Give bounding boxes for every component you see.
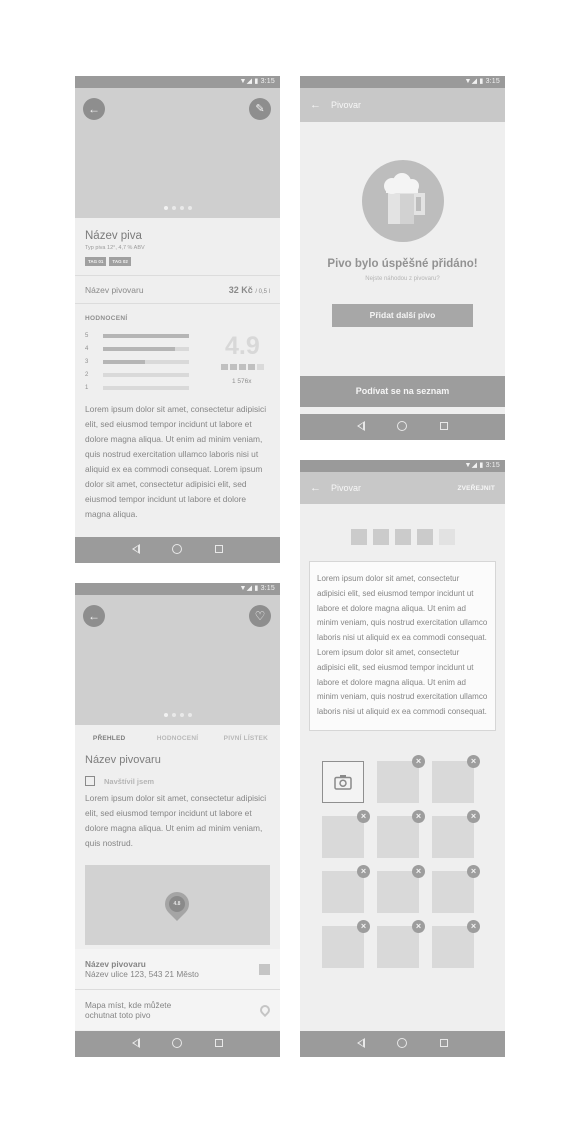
score-square — [239, 364, 246, 370]
brewery-map[interactable] — [85, 865, 270, 945]
tasting-map-line2: ochutnat toto pivo — [85, 1010, 151, 1020]
rating-bar-row — [85, 371, 200, 379]
beer-added-screen — [300, 76, 505, 440]
beer-name: Název piva — [85, 230, 142, 242]
price-value: 32 Kč — [228, 284, 253, 295]
tag[interactable]: TAG 01 — [85, 257, 106, 266]
rating-square[interactable] — [351, 529, 367, 545]
score-square — [221, 364, 228, 370]
rating-selector[interactable] — [300, 529, 505, 545]
photo-thumbnail[interactable] — [432, 755, 477, 803]
score-square — [248, 364, 255, 370]
status-clock: 3:15 — [485, 78, 500, 85]
rating-star-label: 3 — [85, 359, 89, 365]
rating-star-label: 1 — [85, 385, 89, 391]
remove-photo-icon[interactable]: × — [467, 755, 480, 768]
photo-thumbnail[interactable] — [432, 810, 477, 858]
view-list-button[interactable]: Podívat se na seznam — [300, 376, 505, 407]
rating-bar-row — [85, 358, 200, 366]
remove-photo-icon[interactable]: × — [467, 810, 480, 823]
rating-bar — [103, 334, 189, 338]
app-bar-title: Pivovar — [331, 100, 362, 110]
rating-bar — [103, 360, 189, 364]
add-another-beer-button[interactable]: Přidat další pivo — [332, 304, 473, 327]
rating-bar-fill — [103, 360, 145, 364]
rating-bar — [103, 347, 189, 351]
add-photo-button[interactable] — [322, 761, 364, 803]
system-nav-bar — [300, 1031, 505, 1057]
tab-overview[interactable]: PŘEHLED — [92, 734, 126, 742]
beer-mug-icon — [362, 160, 444, 242]
app-bar — [300, 472, 505, 504]
photo-thumbnail[interactable] — [322, 920, 367, 968]
nav-recents-icon[interactable] — [212, 1038, 226, 1050]
brewery-name[interactable]: Název pivovaru — [85, 284, 144, 295]
back-arrow-icon[interactable]: ← — [310, 99, 321, 111]
system-nav-bar — [75, 537, 280, 563]
rating-bar-row — [85, 332, 200, 340]
rating-bar-fill — [103, 347, 175, 351]
tag-list — [75, 251, 280, 275]
status-bar — [300, 76, 505, 88]
success-message: Pivo bylo úspěšné přidáno! — [327, 258, 478, 270]
visited-checkbox[interactable] — [85, 776, 95, 786]
nav-back-icon[interactable] — [354, 421, 368, 434]
beer-photo-carousel[interactable] — [75, 88, 280, 218]
photo-thumbnail[interactable] — [377, 810, 422, 858]
tag[interactable]: TAG 02 — [109, 257, 130, 266]
photo-thumbnail[interactable] — [377, 865, 422, 913]
rating-bar-row — [85, 384, 200, 392]
rating-square[interactable] — [373, 529, 389, 545]
visited-checkbox-row[interactable] — [75, 766, 280, 786]
rating-star-label: 2 — [85, 372, 89, 378]
tab-ratings[interactable]: HODNOCENÍ — [156, 734, 199, 742]
photo-grid — [300, 755, 505, 971]
tab-bar — [75, 725, 280, 751]
beer-description: Lorem ipsum dolor sit amet, consectetur adipisici elit, sed eiusmod tempor incidunt ut labore et dolore magna aliqua. Ut enim ad minim veniam, quis nostrud exercitation ullamco laboris nisi ut aliquid ex ea commodi consequat. Lorem ipsum dolor sit amet, consectetur adipisici elit, sed eiusmod tempor incidunt ut labore et dolore magna aliqua. — [85, 404, 267, 519]
review-screen — [300, 460, 505, 1057]
address-line: Název ulice 123, 543 21 Město — [85, 969, 199, 979]
photo-thumbnail[interactable] — [322, 865, 367, 913]
remove-photo-icon[interactable]: × — [467, 920, 480, 933]
beer-detail-screen — [75, 76, 280, 563]
tasting-map-row[interactable] — [75, 990, 280, 1030]
address-text — [85, 959, 199, 979]
beer-meta: Typ piva 12°, 4,7 % ABV — [85, 245, 145, 251]
brewery-detail-screen — [75, 583, 280, 1057]
publish-button[interactable]: ZVEŘEJNIT — [457, 484, 495, 492]
score-square — [257, 364, 264, 370]
vote-count: 1 576x — [232, 378, 252, 385]
map-pin-icon[interactable] — [160, 887, 194, 921]
system-nav-bar — [300, 414, 505, 440]
remove-photo-icon[interactable]: × — [412, 865, 425, 878]
carousel-dots — [75, 713, 280, 717]
rating-square[interactable] — [395, 529, 411, 545]
rating-square[interactable] — [439, 529, 455, 545]
location-pin-icon[interactable] — [258, 1003, 272, 1017]
price — [229, 285, 270, 295]
brewery-title: Název pivovaru — [85, 754, 161, 766]
nav-recents-icon[interactable] — [437, 1038, 451, 1050]
back-arrow-icon[interactable]: ← — [83, 605, 105, 627]
heart-icon[interactable]: ♡ — [249, 605, 271, 627]
app-bar — [300, 88, 505, 122]
score-squares — [221, 364, 266, 370]
photo-thumbnail[interactable] — [377, 755, 422, 803]
pencil-icon[interactable]: ✎ — [249, 98, 271, 120]
status-bar — [75, 583, 280, 595]
tab-beer-list[interactable]: PIVNÍ LÍSTEK — [223, 734, 268, 742]
nav-home-icon[interactable] — [170, 1038, 184, 1051]
map-pin-label: 4.8 — [169, 896, 185, 912]
brewery-photo-carousel[interactable] — [75, 595, 280, 725]
tasting-map-text — [85, 1000, 171, 1020]
back-arrow-icon[interactable]: ← — [83, 98, 105, 120]
status-clock: 3:15 — [260, 585, 275, 592]
brewery-price-row[interactable] — [75, 276, 280, 303]
photo-thumbnail[interactable] — [322, 810, 367, 858]
back-arrow-icon[interactable]: ← — [310, 482, 321, 494]
visited-label: Navštívil jsem — [104, 776, 155, 786]
brewery-owner-link[interactable]: Nejste náhodou z pivovaru? — [365, 276, 440, 282]
address-row[interactable] — [75, 949, 280, 989]
navigate-icon[interactable] — [259, 964, 270, 975]
rating-bar — [103, 386, 189, 390]
camera-icon — [334, 774, 352, 790]
rating-square[interactable] — [417, 529, 433, 545]
average-score: 4.9 — [225, 332, 260, 360]
rating-bar — [103, 373, 189, 377]
rating-bar-row — [85, 345, 200, 353]
beer-mug-illustration — [362, 160, 444, 242]
score-square — [230, 364, 237, 370]
system-nav-bar — [75, 1031, 280, 1057]
remove-photo-icon[interactable]: × — [412, 755, 425, 768]
nav-recents-icon[interactable] — [437, 421, 451, 433]
nav-home-icon[interactable] — [395, 421, 409, 434]
status-clock: 3:15 — [485, 462, 500, 469]
nav-home-icon[interactable] — [170, 544, 184, 557]
status-time: ▼◢ ▮ 3:15 — [464, 78, 500, 85]
rating-summary — [85, 332, 270, 402]
app-bar-title: Pivovar — [331, 483, 362, 493]
review-text[interactable]: Lorem ipsum dolor sit amet, consectetur adipisici elit, sed eiusmod tempor incidunt ut labore et dolore magna aliqua. Ut enim ad minim veniam, quis nostrud exercitation ullamco laboris nisi ut aliquid ex ea commodi consequat. Lorem ipsum dolor sit amet, consectetur adipisici elit, sed eiusmod tempor incidunt ut labore et dolore magna aliqua. Ut enim ad minim veniam, quis nostrud exercitation ullamco laboris nisi ut aliquid ex ea commodi consequat. — [317, 574, 488, 717]
price-unit: / 0,5 l — [255, 288, 270, 295]
photo-thumbnail[interactable] — [432, 920, 477, 968]
status-bar — [75, 76, 280, 88]
rating-star-label: 4 — [85, 346, 89, 352]
rating-bar-fill — [103, 334, 189, 338]
rating-star-label: 5 — [85, 333, 89, 339]
remove-photo-icon[interactable]: × — [412, 810, 425, 823]
photo-thumbnail[interactable] — [377, 920, 422, 968]
carousel-dots — [75, 206, 280, 210]
status-time: ▼◢ ▮ 3:15 — [464, 462, 500, 469]
remove-photo-icon[interactable]: × — [412, 920, 425, 933]
status-bar — [300, 460, 505, 472]
nav-back-icon[interactable] — [354, 1038, 368, 1051]
status-time: ▼◢ ▮ 3:15 — [239, 78, 275, 85]
address-brewery-name: Název pivovaru — [85, 959, 146, 969]
nav-back-icon[interactable] — [129, 544, 143, 557]
remove-photo-icon[interactable]: × — [467, 865, 480, 878]
review-text-field[interactable] — [309, 561, 496, 731]
brewery-description: Lorem ipsum dolor sit amet, consectetur adipisici elit, sed eiusmod tempor incidunt ut labore et dolore magna aliqua. Ut enim ad minim veniam, quis nostrud. — [85, 793, 267, 848]
remove-photo-icon[interactable]: × — [357, 865, 370, 878]
photo-thumbnail[interactable] — [432, 865, 477, 913]
remove-photo-icon[interactable]: × — [357, 810, 370, 823]
status-time: ▼◢ ▮ 3:15 — [239, 585, 275, 592]
nav-home-icon[interactable] — [395, 1038, 409, 1051]
status-clock: 3:15 — [260, 78, 275, 85]
nav-back-icon[interactable] — [129, 1038, 143, 1051]
remove-photo-icon[interactable]: × — [357, 920, 370, 933]
rating-section-label: HODNOCENÍ — [85, 315, 128, 322]
nav-recents-icon[interactable] — [212, 544, 226, 556]
tasting-map-line1: Mapa míst, kde můžete — [85, 1000, 172, 1010]
